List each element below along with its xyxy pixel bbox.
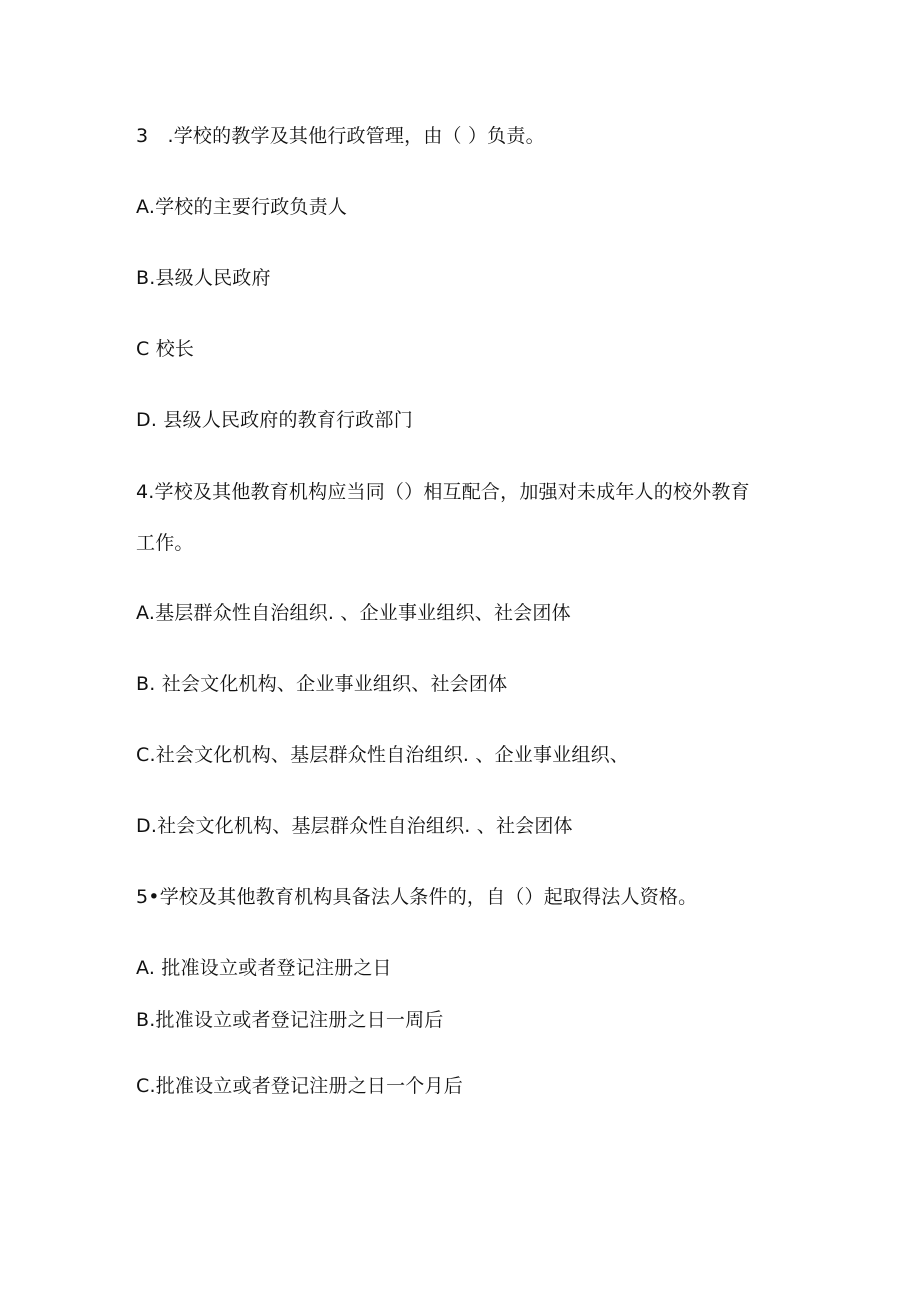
question-4-line-1: 4.学校及其他教育机构应当同（）相互配合，加强对未成年人的校外教育 — [136, 481, 750, 503]
option-5c: C.批准设立或者登记注册之日一个月后 — [136, 1075, 463, 1097]
option-4a: A.基层群众性自治组织. 、企业事业组织、社会团体 — [136, 602, 571, 624]
option-3b: B.县级人民政府 — [136, 267, 271, 289]
option-4c: C.社会文化机构、基层群众性自治组织. 、企业事业组织、 — [136, 744, 629, 766]
question-5: 5•学校及其他教育机构具备法人条件的，自（）起取得法人资格。 — [136, 886, 698, 908]
question-3: 3 .学校的教学及其他行政管理，由（ ）负责。 — [136, 125, 545, 147]
option-4d: D.社会文化机构、基层群众性自治组织. 、社会团体 — [136, 815, 573, 837]
question-4-line-2: 工作。 — [136, 532, 194, 554]
option-3a: A.学校的主要行政负责人 — [136, 196, 348, 218]
option-3c: C 校长 — [136, 338, 195, 360]
option-5b: B.批准设立或者登记注册之日一周后 — [136, 1009, 444, 1031]
option-4b: B. 社会文化机构、企业事业组织、社会团体 — [136, 673, 508, 695]
option-3d: D. 县级人民政府的教育行政部门 — [136, 409, 413, 431]
option-5a: A. 批准设立或者登记注册之日 — [136, 957, 392, 979]
